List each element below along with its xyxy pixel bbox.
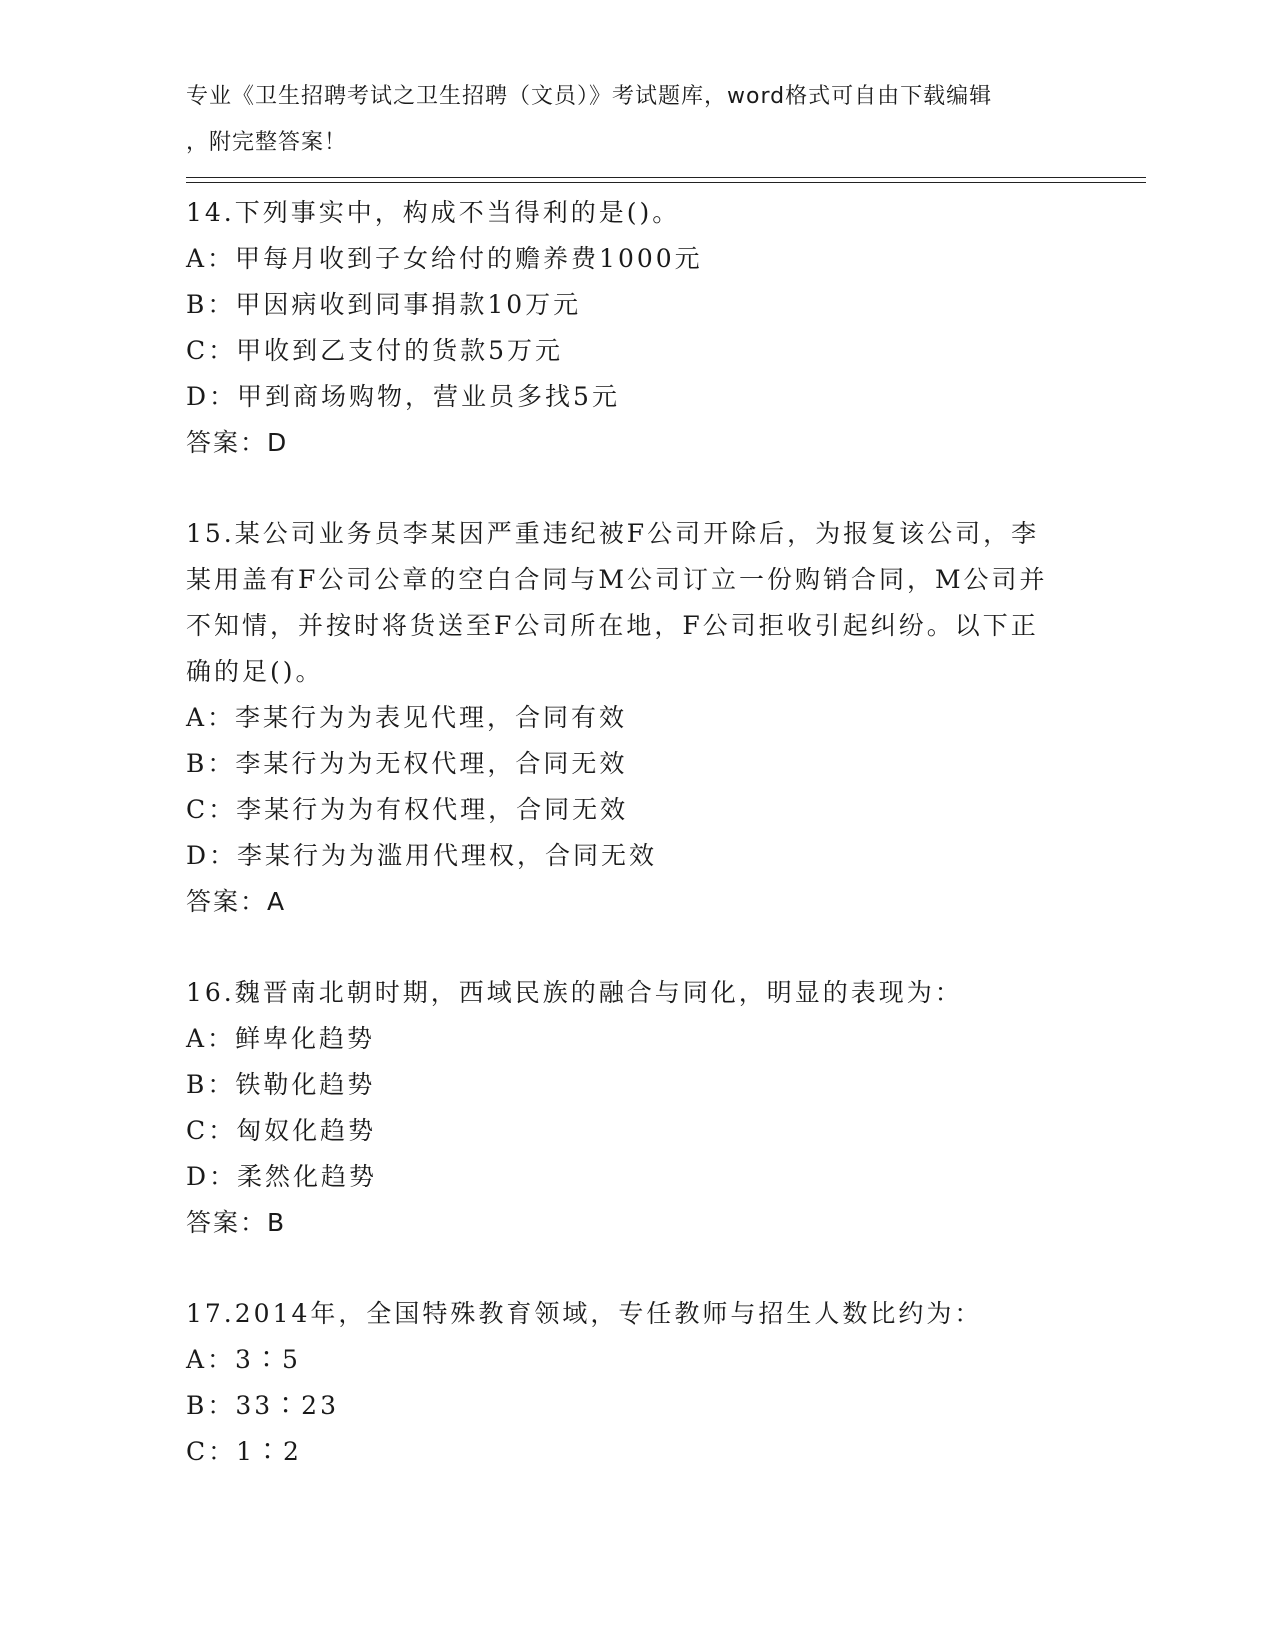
header-divider-top bbox=[186, 177, 1146, 178]
answer: 答案：B bbox=[186, 1208, 287, 1237]
question-stem: 16.魏晋南北朝时期，西域民族的融合与同化，明显的表现为： bbox=[186, 978, 963, 1007]
question-stem: 确的足()。 bbox=[186, 657, 324, 686]
option-a: A：李某行为为表见代理，合同有效 bbox=[186, 703, 628, 732]
question-stem: 14.下列事实中，构成不当得利的是()。 bbox=[186, 198, 681, 227]
option-d: D：柔然化趋势 bbox=[186, 1162, 378, 1191]
option-c: C：匈奴化趋势 bbox=[186, 1116, 377, 1145]
option-c: C：1∶2 bbox=[186, 1437, 302, 1466]
question-17 bbox=[186, 1291, 1086, 1475]
question-14 bbox=[186, 190, 1086, 466]
header-divider-bottom bbox=[186, 182, 1146, 183]
question-16 bbox=[186, 970, 1086, 1246]
option-a: A：3∶5 bbox=[186, 1345, 301, 1374]
option-b: B：甲因病收到同事捐款10万元 bbox=[186, 290, 582, 319]
option-b: B：33∶23 bbox=[186, 1391, 339, 1420]
option-c: C：李某行为为有权代理，合同无效 bbox=[186, 795, 629, 824]
option-a: A：甲每月收到子女给付的赡养费1000元 bbox=[186, 244, 703, 273]
option-d: D：甲到商场购物，营业员多找5元 bbox=[186, 382, 620, 411]
header-line-1: 专业《卫生招聘考试之卫生招聘（文员）》考试题库，word格式可自由下载编辑 bbox=[186, 84, 993, 109]
question-stem: 不知情，并按时将货送至F公司所在地，F公司拒收引起纠纷。以下正 bbox=[186, 611, 1039, 640]
document-header bbox=[186, 74, 1066, 166]
question-list bbox=[186, 190, 1086, 1475]
option-b: B：李某行为为无权代理，合同无效 bbox=[186, 749, 628, 778]
option-c: C：甲收到乙支付的货款5万元 bbox=[186, 336, 564, 365]
question-stem: 17.2014年，全国特殊教育领域，专任教师与招生人数比约为： bbox=[186, 1299, 983, 1328]
question-15 bbox=[186, 511, 1086, 925]
option-d: D：李某行为为滥用代理权，合同无效 bbox=[186, 841, 658, 870]
answer: 答案：D bbox=[186, 428, 289, 457]
question-stem: 15.某公司业务员李某因严重违纪被F公司开除后，为报复该公司，李 bbox=[186, 519, 1040, 548]
option-b: B：铁勒化趋势 bbox=[186, 1070, 376, 1099]
option-a: A：鲜卑化趋势 bbox=[186, 1024, 376, 1053]
question-stem: 某用盖有F公司公章的空白合同与M公司订立一份购销合同，M公司并 bbox=[186, 565, 1048, 594]
answer: 答案：A bbox=[186, 887, 287, 916]
header-line-2: ，附完整答案！ bbox=[186, 130, 348, 155]
